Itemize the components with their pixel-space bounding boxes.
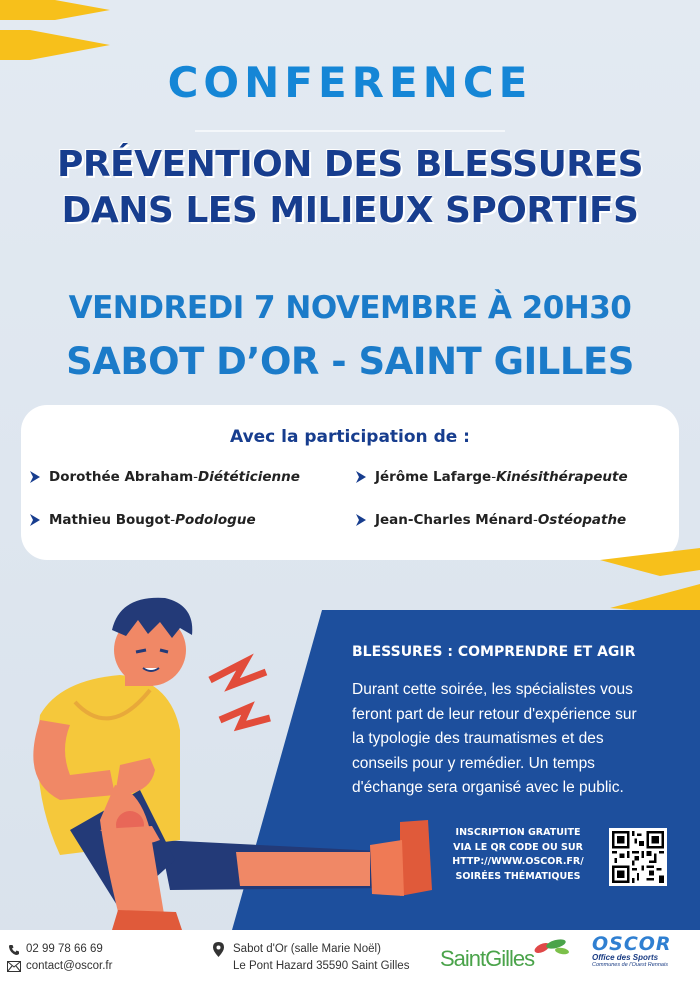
speaker-name: Dorothée Abraham <box>49 469 194 485</box>
oscor-logo-name: OSCOR <box>592 933 672 955</box>
info-title: BLESSURES : COMPRENDRE ET AGIR <box>352 644 636 660</box>
speaker-item <box>29 469 300 485</box>
info-line: la typologie des traumatismes et des <box>352 730 604 747</box>
speaker-role: Podologue <box>175 512 256 528</box>
speaker-name: Mathieu Bougot <box>49 512 171 528</box>
info-line: feront part de leur retour d'expérience sur <box>352 705 637 723</box>
footer-email[interactable]: contact@oscor.fr <box>26 960 113 972</box>
speakers-title: Avec la participation de : <box>230 427 470 447</box>
registration-line: SOIRÉES THÉMATIQUES <box>455 870 581 882</box>
qr-code[interactable] <box>609 828 667 886</box>
speaker-role: Ostéopathe <box>537 512 627 528</box>
phone-icon <box>8 944 20 956</box>
registration-line: INSCRIPTION GRATUITE <box>455 827 581 838</box>
location-pin-icon <box>213 942 224 957</box>
title-line-1: PRÉVENTION DES BLESSURES <box>56 144 644 185</box>
event-date: VENDREDI 7 NOVEMBRE À 20H30 <box>68 290 632 326</box>
speaker-separator: - <box>491 469 497 485</box>
footer-phone[interactable]: 02 99 78 66 69 <box>26 943 103 955</box>
footer-address-line1: Sabot d'Or (salle Marie Noël) <box>233 943 381 955</box>
info-line: d'échange sera organisé avec le public. <box>352 779 624 796</box>
event-type: CONFERENCE <box>167 58 533 107</box>
divider <box>195 130 505 132</box>
chevron-right-icon <box>29 514 41 526</box>
speaker-role: Diététicienne <box>198 469 300 485</box>
speaker-name: Jérôme Lafarge <box>375 469 492 485</box>
oscor-logo-caption: Communes de l'Ouest Rennais <box>592 962 668 968</box>
speaker-item <box>29 512 256 528</box>
event-title <box>0 142 700 234</box>
chevron-right-icon <box>355 514 367 526</box>
chevron-decoration-right <box>600 548 700 618</box>
info-line: Durant cette soirée, les spécialistes vous <box>352 681 633 698</box>
speaker-separator: - <box>532 512 538 528</box>
speaker-separator: - <box>170 512 176 528</box>
info-line: conseils pour y remédier. Un temps <box>352 754 595 772</box>
mail-icon <box>7 961 21 972</box>
title-line-2: DANS LES MILIEUX SPORTIFS <box>61 190 639 231</box>
leaf-icon <box>532 936 570 956</box>
saint-gilles-logo: SaintGilles <box>440 946 535 971</box>
speaker-item <box>355 469 628 485</box>
speakers-card <box>21 405 679 560</box>
footer-address-line2: Le Pont Hazard 35590 Saint Gilles <box>233 960 410 972</box>
event-venue: SABOT D’OR - SAINT GILLES <box>66 340 634 383</box>
chevron-right-icon <box>355 471 367 483</box>
oscor-logo <box>592 933 692 968</box>
injured-athlete-illustration <box>0 590 440 930</box>
speaker-item <box>355 512 626 528</box>
registration-line: VIA LE QR CODE OU SUR <box>453 841 583 853</box>
oscor-logo-subtitle: Office des Sports <box>592 953 659 962</box>
speaker-role: Kinésithérapeute <box>496 469 628 485</box>
speaker-separator: - <box>193 469 199 485</box>
registration-info <box>428 826 608 884</box>
qr-code-icon <box>612 831 664 883</box>
registration-link[interactable]: HTTP://WWW.OSCOR.FR/ <box>452 856 584 867</box>
chevron-right-icon <box>29 471 41 483</box>
speaker-name: Jean-Charles Ménard <box>375 512 533 528</box>
